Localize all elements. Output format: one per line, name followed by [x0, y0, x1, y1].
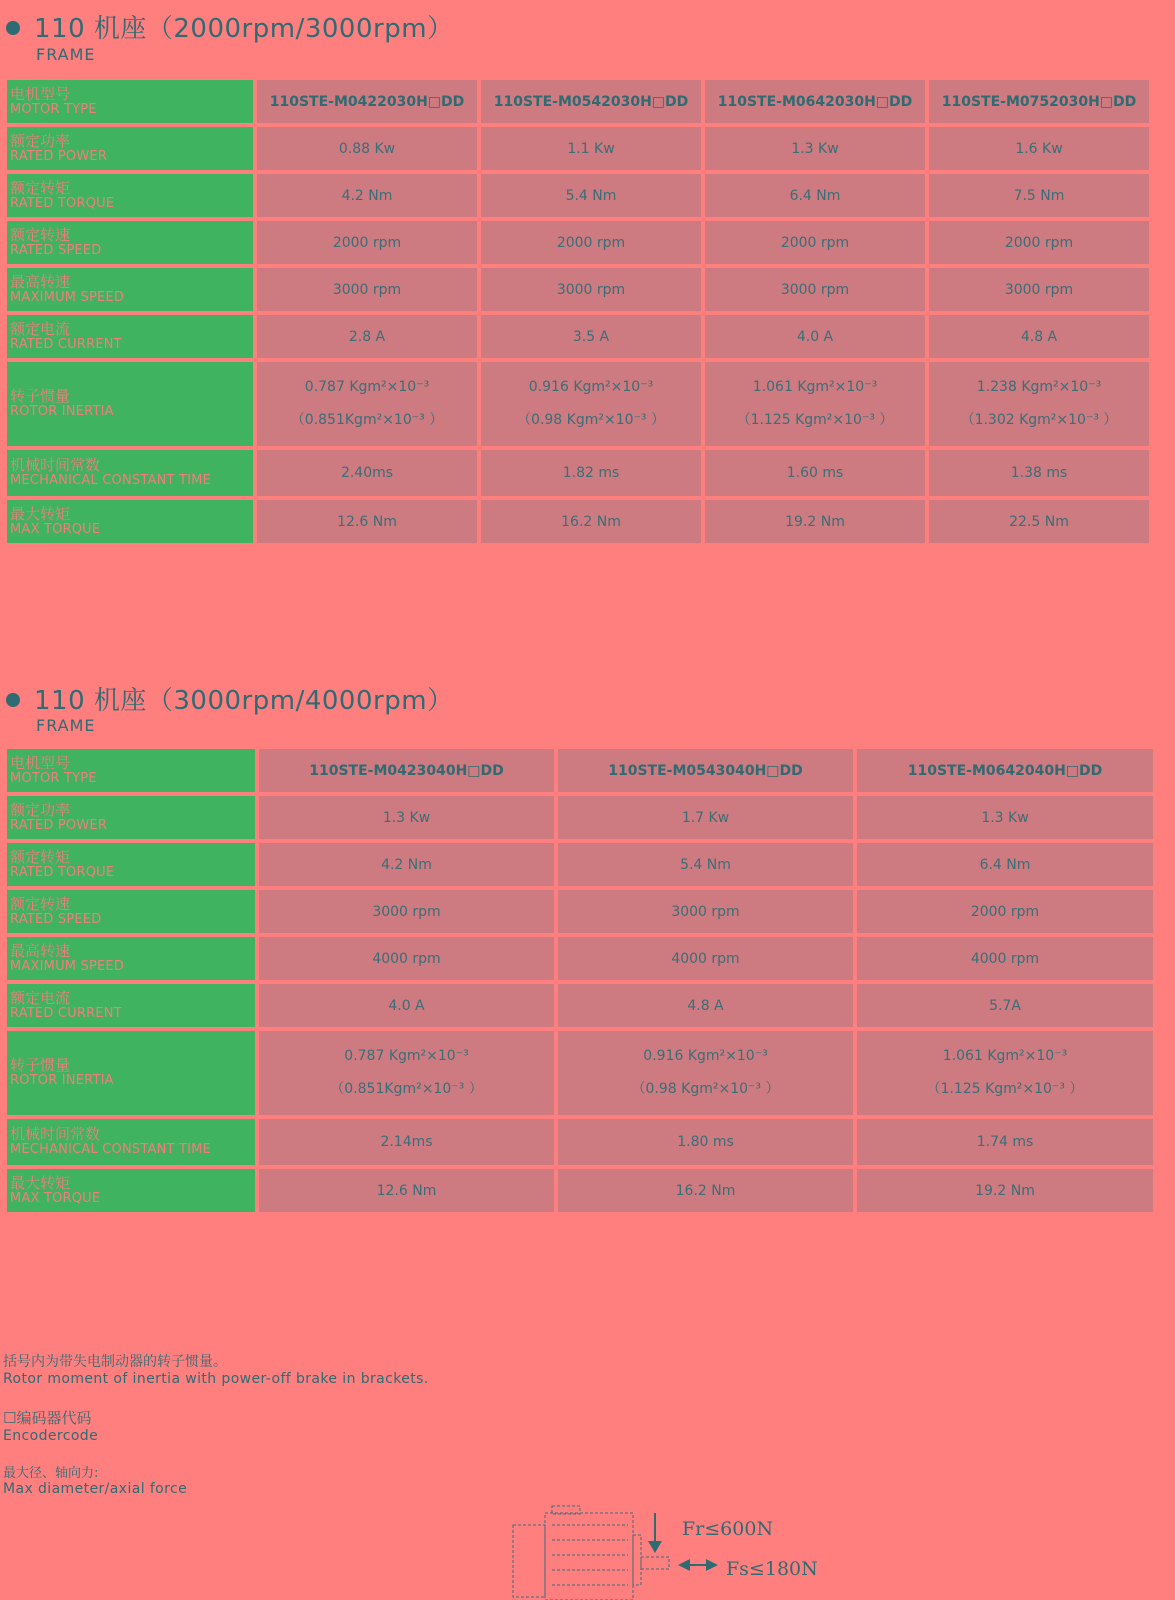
value-cell — [705, 362, 925, 446]
table-row-max-torque — [7, 500, 1149, 543]
value-cell: 4.2 Nm — [257, 174, 477, 217]
row-label — [7, 500, 253, 543]
row-label-cn: 电机型号 — [10, 84, 71, 103]
row-label-cn: 电机型号 — [10, 753, 71, 772]
row-label-cn: 最高转速 — [10, 272, 71, 291]
row-label-en: RATED CURRENT — [10, 336, 122, 352]
section1-frame-label: FRAME — [36, 45, 96, 64]
value-cell: 16.2 Nm — [558, 1169, 853, 1212]
row-label — [7, 937, 255, 980]
row-label — [7, 1169, 255, 1212]
value-cell: 3000 rpm — [929, 268, 1149, 311]
value-cell: 1.38 ms — [929, 450, 1149, 496]
row-label-cn: 额定功率 — [10, 800, 71, 819]
table-row-rated-current — [7, 984, 1153, 1027]
inertia-brake-value: （0.98 Kgm²×10⁻³ ） — [517, 412, 665, 428]
value-cell: 2000 rpm — [705, 221, 925, 264]
value-cell: 19.2 Nm — [857, 1169, 1153, 1212]
value-cell — [857, 1031, 1153, 1115]
table-row-rated-speed — [7, 221, 1149, 264]
table-row-rated-current — [7, 315, 1149, 358]
row-label — [7, 174, 253, 217]
value-cell: 3000 rpm — [481, 268, 701, 311]
table-row-motor-type — [7, 749, 1153, 792]
note-en: Rotor moment of inertia with power-off brake in brackets. — [3, 1371, 429, 1387]
value-cell: 1.3 Kw — [857, 796, 1153, 839]
section1-title — [6, 8, 454, 45]
value-cell: 2000 rpm — [481, 221, 701, 264]
inertia-value: 0.916 Kgm²×10⁻³ — [643, 1048, 768, 1064]
axial-force-label: Fs≤180N — [726, 1558, 818, 1580]
inertia-brake-value: （1.302 Kgm²×10⁻³ ） — [960, 412, 1118, 428]
spec-table-2 — [3, 745, 1157, 1216]
value-cell: 1.3 Kw — [259, 796, 554, 839]
motor-model-cell: 110STE-M0642040H□DD — [857, 749, 1153, 792]
row-label-en: MOTOR TYPE — [10, 101, 97, 117]
value-cell: 2000 rpm — [929, 221, 1149, 264]
row-label — [7, 268, 253, 311]
row-label-en: RATED TORQUE — [10, 195, 115, 211]
table-row-rotor-inertia — [7, 1031, 1153, 1115]
value-cell: 3000 rpm — [705, 268, 925, 311]
value-cell: 1.6 Kw — [929, 127, 1149, 170]
row-label-en: MAXIMUM SPEED — [10, 289, 125, 305]
table-row-rated-speed — [7, 890, 1153, 933]
value-cell: 5.7A — [857, 984, 1153, 1027]
row-label — [7, 127, 253, 170]
row-label-en: MECHANICAL CONSTANT TIME — [10, 473, 211, 489]
row-label-en: RATED SPEED — [10, 242, 102, 258]
row-label-cn: 转子惯量 — [10, 1056, 71, 1075]
value-cell: 4.8 A — [558, 984, 853, 1027]
value-cell: 5.4 Nm — [558, 843, 853, 886]
value-cell: 3000 rpm — [257, 268, 477, 311]
row-label-cn: 机械时间常数 — [10, 1125, 101, 1144]
row-label-en: RATED CURRENT — [10, 1005, 122, 1021]
bullet-dot-icon — [6, 693, 20, 707]
row-label-cn: 额定功率 — [10, 131, 71, 150]
table-row-mechanical-time — [7, 450, 1149, 496]
inertia-brake-value: （1.125 Kgm²×10⁻³ ） — [736, 412, 894, 428]
row-label-en: MAXIMUM SPEED — [10, 958, 125, 974]
row-label — [7, 1119, 255, 1165]
row-label-cn: 转子惯量 — [10, 387, 71, 406]
table-row-mechanical-time — [7, 1119, 1153, 1165]
value-cell — [481, 362, 701, 446]
spec-table-1 — [3, 76, 1153, 547]
row-label-cn: 额定转速 — [10, 894, 71, 913]
note-max-force — [3, 1462, 187, 1497]
row-label-en: RATED POWER — [10, 148, 108, 164]
value-cell: 2.8 A — [257, 315, 477, 358]
table-row-rated-power — [7, 127, 1149, 170]
row-label — [7, 315, 253, 358]
bullet-dot-icon — [6, 21, 20, 35]
value-cell: 3.5 A — [481, 315, 701, 358]
table-row-rotor-inertia — [7, 362, 1149, 446]
row-label-cn: 最大转矩 — [10, 504, 71, 523]
note-brake-inertia — [3, 1351, 429, 1387]
inertia-value: 1.061 Kgm²×10⁻³ — [942, 1048, 1068, 1064]
axial-arrow-icon — [678, 1559, 718, 1571]
radial-force-label: Fr≤600N — [682, 1518, 774, 1540]
motor-model-cell: 110STE-M0542030H□DD — [481, 80, 701, 123]
value-cell: 2000 rpm — [857, 890, 1153, 933]
row-label-cn: 最高转速 — [10, 941, 71, 960]
row-label — [7, 1031, 255, 1115]
motor-model-cell: 110STE-M0543040H□DD — [558, 749, 853, 792]
inertia-value: 0.916 Kgm²×10⁻³ — [528, 379, 654, 395]
value-cell: 2.40ms — [257, 450, 477, 496]
value-cell: 6.4 Nm — [857, 843, 1153, 886]
inertia-brake-value: （0.851Kgm²×10⁻³ ） — [330, 1081, 483, 1097]
value-cell: 4.0 A — [259, 984, 554, 1027]
row-label-en: RATED SPEED — [10, 911, 102, 927]
row-label-cn: 额定转速 — [10, 225, 71, 244]
force-diagram — [512, 1505, 832, 1600]
value-cell: 4000 rpm — [259, 937, 554, 980]
row-label — [7, 890, 255, 933]
value-cell — [929, 362, 1149, 446]
table-row-max-speed — [7, 268, 1149, 311]
row-label — [7, 450, 253, 496]
note-en: Encodercode — [3, 1428, 99, 1444]
row-label-cn: 最大转矩 — [10, 1173, 71, 1192]
table-row-motor-type — [7, 80, 1149, 123]
row-label — [7, 984, 255, 1027]
row-label — [7, 796, 255, 839]
value-cell: 22.5 Nm — [929, 500, 1149, 543]
value-cell: 19.2 Nm — [705, 500, 925, 543]
motor-model-cell: 110STE-M0422030H□DD — [257, 80, 477, 123]
row-label-cn: 额定电流 — [10, 319, 71, 338]
value-cell: 1.80 ms — [558, 1119, 853, 1165]
value-cell: 1.3 Kw — [705, 127, 925, 170]
value-cell: 16.2 Nm — [481, 500, 701, 543]
value-cell: 1.74 ms — [857, 1119, 1153, 1165]
motor-model-cell: 110STE-M0642030H□DD — [705, 80, 925, 123]
row-label-cn: 额定电流 — [10, 988, 71, 1007]
value-cell: 1.7 Kw — [558, 796, 853, 839]
inertia-brake-value: （0.98 Kgm²×10⁻³ ） — [631, 1081, 780, 1097]
section1-title-text: 110 机座（2000rpm/3000rpm） — [34, 14, 454, 44]
inertia-brake-value: （1.125 Kgm²×10⁻³ ） — [926, 1081, 1084, 1097]
value-cell: 2000 rpm — [257, 221, 477, 264]
row-label-cn: 机械时间常数 — [10, 456, 101, 475]
value-cell: 12.6 Nm — [259, 1169, 554, 1212]
value-cell: 3000 rpm — [259, 890, 554, 933]
value-cell: 1.1 Kw — [481, 127, 701, 170]
note-cn: 括号内为带失电制动器的转子惯量。 — [3, 1354, 227, 1370]
table-row-max-speed — [7, 937, 1153, 980]
section2-frame-label: FRAME — [36, 716, 96, 735]
row-label-en: MOTOR TYPE — [10, 770, 97, 786]
value-cell: 4000 rpm — [857, 937, 1153, 980]
value-cell — [257, 362, 477, 446]
table-row-rated-power — [7, 796, 1153, 839]
value-cell: 4.0 A — [705, 315, 925, 358]
radial-arrow-icon — [648, 1513, 662, 1553]
row-label — [7, 80, 253, 123]
note-cn: ☐编码器代码 — [3, 1409, 92, 1427]
note-encoder-code — [3, 1407, 98, 1444]
value-cell: 4000 rpm — [558, 937, 853, 980]
row-label-en: MAX TORQUE — [10, 521, 101, 537]
table-row-max-torque — [7, 1169, 1153, 1212]
inertia-value: 1.238 Kgm²×10⁻³ — [976, 379, 1102, 395]
motor-model-cell: 110STE-M0752030H□DD — [929, 80, 1149, 123]
inertia-value: 0.787 Kgm²×10⁻³ — [344, 1048, 469, 1064]
motor-model-cell: 110STE-M0423040H□DD — [259, 749, 554, 792]
row-label-cn: 额定转矩 — [10, 847, 71, 866]
value-cell: 3000 rpm — [558, 890, 853, 933]
table-row-rated-torque — [7, 174, 1149, 217]
row-label-en: MAX TORQUE — [10, 1190, 101, 1206]
row-label — [7, 749, 255, 792]
value-cell: 4.2 Nm — [259, 843, 554, 886]
value-cell: 0.88 Kw — [257, 127, 477, 170]
note-cn: 最大径、轴向力: — [3, 1466, 99, 1481]
row-label-en: ROTOR INERTIA — [10, 404, 114, 420]
row-label-en: RATED POWER — [10, 817, 108, 833]
motor-outline-icon — [513, 1506, 669, 1600]
section2-title-text: 110 机座（3000rpm/4000rpm） — [34, 686, 454, 716]
row-label-en: RATED TORQUE — [10, 864, 115, 880]
section2-title — [6, 680, 454, 717]
row-label-en: ROTOR INERTIA — [10, 1073, 114, 1089]
note-en: Max diameter/axial force — [3, 1481, 188, 1497]
inertia-value: 0.787 Kgm²×10⁻³ — [304, 379, 430, 395]
value-cell: 5.4 Nm — [481, 174, 701, 217]
value-cell: 2.14ms — [259, 1119, 554, 1165]
value-cell: 7.5 Nm — [929, 174, 1149, 217]
inertia-brake-value: （0.851Kgm²×10⁻³ ） — [290, 412, 444, 428]
table-row-rated-torque — [7, 843, 1153, 886]
value-cell: 1.60 ms — [705, 450, 925, 496]
value-cell — [558, 1031, 853, 1115]
value-cell: 6.4 Nm — [705, 174, 925, 217]
row-label — [7, 221, 253, 264]
value-cell: 1.82 ms — [481, 450, 701, 496]
value-cell — [259, 1031, 554, 1115]
row-label — [7, 843, 255, 886]
row-label — [7, 362, 253, 446]
row-label-cn: 额定转矩 — [10, 178, 71, 197]
inertia-value: 1.061 Kgm²×10⁻³ — [752, 379, 878, 395]
value-cell: 12.6 Nm — [257, 500, 477, 543]
row-label-en: MECHANICAL CONSTANT TIME — [10, 1142, 211, 1158]
value-cell: 4.8 A — [929, 315, 1149, 358]
